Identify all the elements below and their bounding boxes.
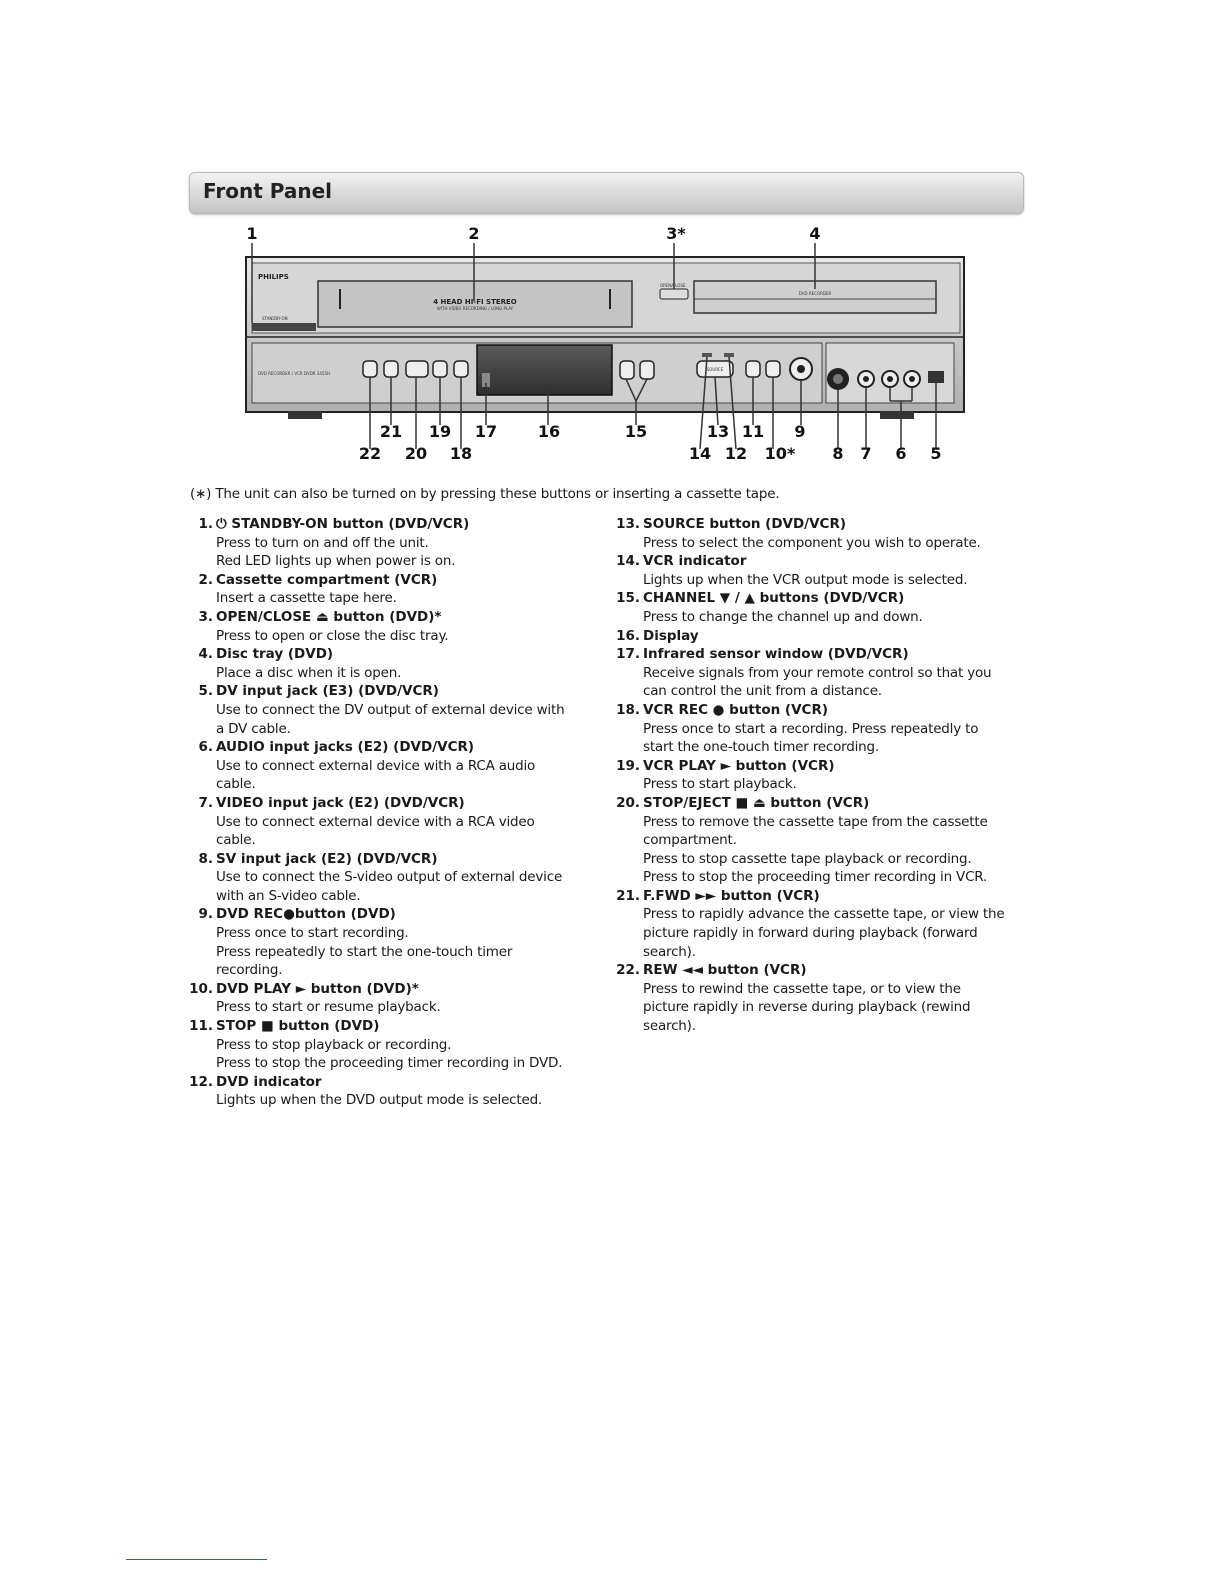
item-description-line: Place a disc when it is open.: [216, 664, 402, 681]
description-item: [613, 794, 1028, 887]
description-item: [613, 961, 1028, 1035]
item-description-line: Press once to start a recording. Press repeatedly to: [643, 720, 979, 737]
dvd-indicator: [724, 353, 734, 357]
item-description-line: cable.: [216, 832, 256, 849]
footer-link-underline: [126, 1559, 267, 1560]
item-number: 10.: [189, 980, 213, 997]
description-item: [186, 571, 596, 608]
audio-input-jack-right[interactable]: [904, 371, 920, 387]
item-description-line: Lights up when the VCR output mode is selected.: [643, 571, 968, 588]
item-description-line: recording.: [216, 962, 283, 979]
callout-4: 4: [809, 224, 821, 243]
rew-button[interactable]: [363, 361, 377, 377]
description-item: [186, 980, 596, 1017]
item-description-line: Press to rapidly advance the cassette tape, or view the: [643, 906, 1005, 923]
description-item: [613, 589, 1028, 626]
item-title: Display: [643, 627, 699, 644]
video-input-jack[interactable]: [858, 371, 874, 387]
callout-7: 7: [860, 444, 872, 463]
description-item: [186, 515, 596, 571]
item-title: VCR REC ● button (VCR): [643, 701, 829, 718]
callout-21: 21: [379, 422, 403, 441]
display: [477, 345, 612, 395]
description-item: [613, 757, 1028, 794]
item-description-line: cable.: [216, 776, 256, 793]
item-description-line: Press to rewind the cassette tape, or to view the: [643, 980, 961, 997]
item-description-line: Red LED lights up when power is on.: [216, 553, 456, 570]
item-description-line: Press once to start recording.: [216, 925, 409, 942]
item-description-line: Use to connect external device with a RCA audio: [216, 757, 536, 774]
item-title: VIDEO input jack (E2) (DVD/VCR): [216, 794, 465, 811]
item-number: 16.: [616, 627, 640, 644]
callout-12: 12: [724, 444, 748, 463]
item-description-line: Press repeatedly to start the one-touch timer: [216, 943, 513, 960]
item-number: 12.: [189, 1073, 213, 1090]
description-item: [186, 738, 596, 794]
item-number: 1.: [198, 516, 213, 532]
item-number: 8.: [198, 850, 213, 867]
description-item: [186, 608, 596, 645]
open-close-button[interactable]: [660, 289, 688, 299]
callout-15: 15: [624, 422, 648, 441]
item-title: SOURCE button (DVD/VCR): [643, 516, 847, 532]
item-description-line: Insert a cassette tape here.: [216, 590, 397, 607]
item-title: SV input jack (E2) (DVD/VCR): [216, 850, 438, 867]
source-text: SOURCE: [706, 367, 724, 372]
item-description-line: search).: [643, 1018, 696, 1035]
item-description-line: Use to connect the S-video output of external device: [216, 869, 563, 886]
callout-13: 13: [706, 422, 730, 441]
description-item: [186, 850, 596, 906]
item-title: ⏻ STANDBY-ON button (DVD/VCR): [216, 516, 470, 532]
item-number: 5.: [198, 683, 213, 700]
sv-input-jack[interactable]: [827, 368, 849, 390]
item-description-line: a DV cable.: [216, 720, 291, 737]
item-description-line: Press to stop cassette tape playback or recording.: [643, 850, 972, 867]
item-description-line: Press to start or resume playback.: [216, 999, 441, 1016]
section-title: Front Panel: [203, 179, 333, 203]
item-description-line: search).: [643, 943, 696, 960]
disc-tray-label: DVD RECORDER: [798, 291, 832, 296]
dvd-stop-button[interactable]: [746, 361, 760, 377]
description-item: [613, 701, 1028, 757]
item-number: 14.: [616, 553, 640, 570]
item-title: DV input jack (E3) (DVD/VCR): [216, 683, 439, 700]
callout-16: 16: [537, 422, 561, 441]
item-description-line: picture rapidly in forward during playback (forward: [643, 925, 978, 942]
description-item: [613, 515, 1028, 552]
item-title: DVD indicator: [216, 1073, 322, 1090]
item-number: 15.: [616, 590, 640, 607]
item-title: STOP/EJECT ■ ⏏ button (VCR): [643, 794, 870, 811]
vcr-indicator: [702, 353, 712, 357]
item-title: Infrared sensor window (DVD/VCR): [643, 646, 909, 663]
description-item: [613, 887, 1028, 961]
audio-input-jack-left[interactable]: [882, 371, 898, 387]
item-title: OPEN/CLOSE ⏏ button (DVD)*: [216, 608, 442, 625]
item-title: Cassette compartment (VCR): [216, 571, 438, 588]
item-description-line: with an S-video cable.: [216, 887, 361, 904]
item-title: DVD REC●button (DVD): [216, 906, 396, 923]
callout-1: 1: [246, 224, 258, 243]
item-description-line: Press to turn on and off the unit.: [216, 534, 429, 551]
right-column: [613, 515, 1028, 1036]
standby-button[interactable]: [252, 323, 316, 331]
item-number: 22.: [616, 962, 640, 979]
item-description-line: Use to connect the DV output of external device with: [216, 701, 565, 718]
item-number: 7.: [198, 794, 213, 811]
item-title: VCR PLAY ► button (VCR): [643, 757, 835, 774]
item-description-line: Press to change the channel up and down.: [643, 608, 923, 625]
callout-17: 17: [474, 422, 498, 441]
front-panel-diagram: [0, 215, 1224, 475]
channel-up-button[interactable]: [640, 361, 654, 379]
item-number: 2.: [198, 571, 213, 588]
open-close-text: OPEN/CLOSE: [660, 283, 686, 288]
dvd-play-button[interactable]: [766, 361, 780, 377]
callout-3: 3*: [666, 224, 686, 243]
description-item: [613, 552, 1028, 589]
brand-label: PHILIPS: [258, 273, 289, 281]
item-number: 18.: [616, 701, 640, 718]
section-header: [189, 172, 1024, 214]
cassette-label: 4 HEAD HI-FI STEREO: [433, 298, 517, 306]
callout-19: 19: [428, 422, 452, 441]
item-description-line: Press to open or close the disc tray.: [216, 627, 449, 644]
item-description-line: Press to start playback.: [643, 776, 797, 793]
item-description-line: compartment.: [643, 832, 737, 849]
item-description-line: Press to remove the cassette tape from the cassette: [643, 813, 988, 830]
description-item: [186, 1017, 596, 1073]
item-number: 6.: [198, 739, 213, 756]
description-item: [186, 645, 596, 682]
item-title: CHANNEL ▼ / ▲ buttons (DVD/VCR): [643, 590, 905, 607]
callout-22: 22: [358, 444, 382, 463]
item-title: VCR indicator: [643, 553, 747, 570]
item-number: 20.: [616, 794, 640, 811]
channel-down-button[interactable]: [620, 361, 634, 379]
item-description-line: Receive signals from your remote control so that you: [643, 664, 992, 681]
ffwd-button[interactable]: [384, 361, 398, 377]
item-title: F.FWD ►► button (VCR): [643, 887, 820, 904]
item-number: 13.: [616, 516, 640, 532]
item-title: AUDIO input jacks (E2) (DVD/VCR): [216, 739, 475, 756]
item-title: Disc tray (DVD): [216, 646, 334, 663]
callout-9: 9: [794, 422, 806, 441]
dvd-rec-button[interactable]: [790, 358, 812, 380]
item-number: 4.: [198, 646, 213, 663]
item-description-line: Press to select the component you wish to operate.: [643, 534, 981, 551]
item-number: 19.: [616, 757, 640, 774]
item-description-line: picture rapidly in reverse during playback (rewind: [643, 999, 971, 1016]
item-description-line: Lights up when the DVD output mode is selected.: [216, 1092, 543, 1109]
description-item: [613, 627, 1028, 646]
description-item: [186, 905, 596, 979]
item-description-line: Press to stop the proceeding timer recording in DVD.: [216, 1055, 563, 1072]
item-description-line: start the one-touch timer recording.: [643, 739, 879, 756]
callout-6: 6: [895, 444, 907, 463]
description-item: [186, 1073, 596, 1110]
callout-2: 2: [468, 224, 480, 243]
vcr-play-button[interactable]: [433, 361, 447, 377]
callout-8: 8: [832, 444, 844, 463]
stop-eject-button[interactable]: [406, 361, 428, 377]
item-number: 9.: [198, 906, 213, 923]
callout-10: 10*: [764, 444, 796, 463]
model-text: DVD RECORDER / VCR DVDR 3455H: [258, 371, 331, 376]
item-description-line: Press to stop the proceeding timer recording in VCR.: [643, 869, 988, 886]
cassette-sublabel: WITH VIDEO RECORDING / LONG PLAY: [436, 306, 514, 311]
footnote: (∗) The unit can also be turned on by pressing these buttons or inserting a cassette tape.: [190, 486, 780, 502]
item-description-line: Use to connect external device with a RCA video: [216, 813, 535, 830]
callout-11: 11: [741, 422, 765, 441]
item-title: STOP ■ button (DVD): [216, 1018, 380, 1035]
item-description-line: Press to stop playback or recording.: [216, 1036, 452, 1053]
callout-14: 14: [688, 444, 712, 463]
description-item: [613, 645, 1028, 701]
standby-text: STANDBY-ON: [262, 316, 288, 321]
description-item: [186, 682, 596, 738]
callout-18: 18: [449, 444, 473, 463]
item-description-line: can control the unit from a distance.: [643, 683, 882, 700]
item-number: 21.: [616, 887, 640, 904]
item-number: 3.: [198, 608, 213, 625]
left-column: [186, 515, 596, 1110]
callout-20: 20: [404, 444, 428, 463]
item-title: DVD PLAY ► button (DVD)*: [216, 980, 419, 997]
item-title: REW ◄◄ button (VCR): [643, 962, 807, 979]
item-number: 17.: [616, 646, 640, 663]
callout-5: 5: [930, 444, 942, 463]
dv-input-jack[interactable]: [928, 371, 944, 383]
description-item: [186, 794, 596, 850]
item-number: 11.: [189, 1018, 213, 1035]
vcr-rec-button[interactable]: [454, 361, 468, 377]
